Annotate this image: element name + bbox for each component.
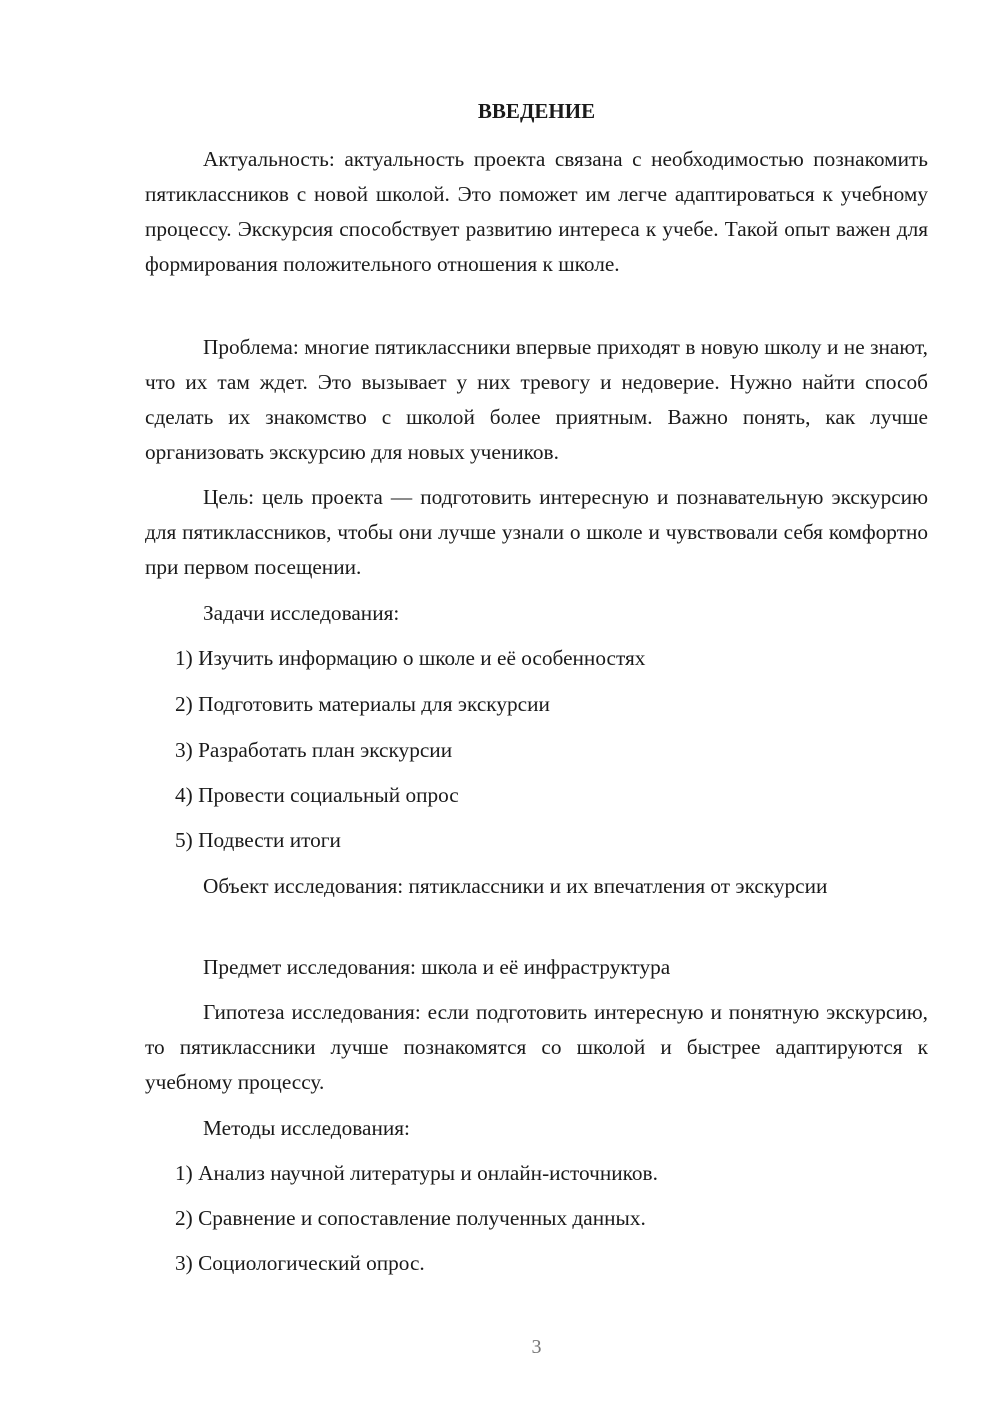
- methods-label: Методы исследования:: [203, 1116, 410, 1140]
- problem-paragraph: Проблема: многие пятиклассники впервые приходят в новую школу и не знают, что их там ждет. Это вызывает у них тревогу и недоверие. Нужно найти способ сделать их знакомство с школой более приятным. Важно понять, как лучше организовать экскурсию для новых учеников.: [145, 335, 928, 464]
- section-title: ВВЕДЕНИЕ: [477, 99, 596, 123]
- subject-paragraph: Предмет исследования: школа и её инфраструктура: [203, 955, 671, 979]
- relevance-paragraph: Актуальность: актуальность проекта связана с необходимостью познакомить пятиклассников с новой школой. Это поможет им легче адаптироваться к учебному процессу. Экскурсия способствует развитию интереса к учебе. Такой опыт важен для формирования положительного отношения к школе.: [145, 147, 928, 276]
- object-paragraph: Объект исследования: пятиклассники и их впечатления от экскурсии: [203, 874, 828, 898]
- task-item: 1) Изучить информацию о школе и её особенностях: [175, 646, 646, 670]
- tasks-label: Задачи исследования:: [203, 601, 400, 625]
- method-item: 2) Сравнение и сопоставление полученных данных.: [175, 1206, 646, 1230]
- task-item: 4) Провести социальный опрос: [175, 783, 459, 807]
- task-item: 3) Разработать план экскурсии: [175, 738, 453, 762]
- method-item: 3) Социологический опрос.: [175, 1251, 425, 1275]
- goal-paragraph: Цель: цель проекта — подготовить интересную и познавательную экскурсию для пятиклассников, чтобы они лучше узнали о школе и чувствовали себя комфортно при первом посещении.: [145, 485, 928, 579]
- hypothesis-paragraph: Гипотеза исследования: если подготовить интересную и понятную экскурсию, то пятиклассники лучше познакомятся со школой и быстрее адаптируются к учебному процессу.: [145, 1000, 928, 1094]
- task-item: 5) Подвести итоги: [175, 828, 341, 852]
- page-number: 3: [531, 1336, 542, 1358]
- method-item: 1) Анализ научной литературы и онлайн-источников.: [175, 1161, 658, 1185]
- task-item: 2) Подготовить материалы для экскурсии: [175, 692, 550, 716]
- document-page: [145, 0, 928, 1414]
